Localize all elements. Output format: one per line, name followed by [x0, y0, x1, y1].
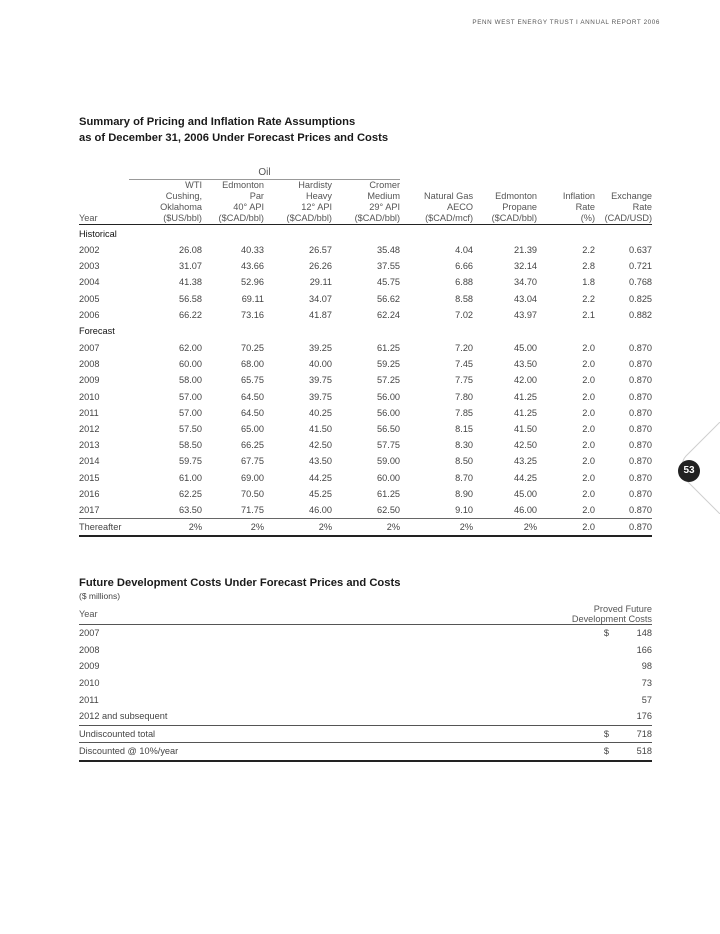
section-historical-label: Historical: [79, 228, 117, 239]
table-cell: 60.00: [179, 359, 202, 370]
table-cell: 42.00: [514, 375, 538, 386]
table-cell: 2.1: [582, 309, 596, 320]
table2-label: 2012 and subsequent: [79, 711, 168, 722]
table-cell: 2%: [332, 519, 400, 537]
oil-group-row: [79, 163, 652, 180]
table-cell: 66.22: [179, 309, 202, 320]
table-cell: 40.00: [309, 359, 332, 370]
table-cell: 2003: [79, 261, 100, 272]
table-cell: 7.75: [455, 375, 474, 386]
table-cell: 66.25: [241, 440, 264, 451]
column-header-line: (%): [580, 213, 596, 223]
table-cell: 7.80: [455, 391, 474, 402]
table-cell: 43.50: [514, 359, 538, 370]
table-row: [79, 340, 652, 356]
table-cell: 62.24: [377, 309, 401, 320]
table-cell: 1.8: [582, 277, 596, 288]
table-cell: 2.0: [582, 375, 596, 386]
table-cell: 46.00: [514, 504, 538, 515]
column-header: [595, 180, 652, 225]
table-cell: 0.882: [629, 309, 653, 320]
column-header-line: Rate: [632, 202, 653, 212]
report-header: PENN WEST ENERGY TRUST I ANNUAL REPORT 2006: [472, 19, 660, 26]
table2-value: 718: [609, 725, 652, 743]
table-cell: 70.50: [241, 488, 264, 499]
table-cell: 8.58: [455, 293, 474, 304]
table-cell: 56.58: [179, 293, 202, 304]
table-cell: 62.50: [377, 504, 401, 515]
table-cell: 2007: [79, 343, 100, 354]
table-cell: 2.2: [582, 293, 596, 304]
table-row: [79, 274, 652, 290]
column-header-line: Edmonton: [495, 191, 538, 201]
column-header: [400, 180, 473, 225]
table-cell: 43.25: [514, 456, 538, 467]
table2-label: 2010: [79, 678, 100, 689]
oil-group-label: Oil: [129, 163, 400, 180]
table-cell: 7.20: [455, 343, 474, 354]
column-header: [129, 180, 202, 225]
table-cell: 41.50: [309, 423, 332, 434]
table2-row: [79, 658, 652, 675]
table-cell: 7.85: [455, 407, 474, 418]
table-cell: 0.870: [629, 440, 653, 451]
column-header-line: ($CAD/bbl): [354, 213, 401, 223]
table2-label: 2009: [79, 661, 100, 672]
table2-value: 98: [641, 661, 653, 672]
table-cell: 2004: [79, 277, 100, 288]
table-cell: 42.50: [514, 440, 538, 451]
column-header-row: [79, 180, 652, 225]
table2-currency: [539, 642, 609, 659]
table-cell: 58.50: [179, 440, 202, 451]
table-cell: 37.55: [377, 261, 401, 272]
table-row: [79, 258, 652, 274]
table-cell: 0.870: [629, 472, 653, 483]
column-header-line: Heavy: [305, 191, 332, 201]
table-cell: 73.16: [241, 309, 264, 320]
table-cell: 2.0: [582, 472, 596, 483]
column-header-line: ($CAD/bbl): [491, 213, 538, 223]
table-row: [79, 437, 652, 453]
table-cell: 0.870: [629, 391, 653, 402]
table-cell: 39.75: [309, 391, 332, 402]
table-cell: 21.39: [514, 245, 538, 256]
table-cell: 2%: [264, 519, 332, 537]
table-cell: 69.00: [241, 472, 264, 483]
table-cell: 7.02: [455, 309, 474, 320]
table-cell: 45.00: [514, 488, 538, 499]
table-cell: 43.66: [241, 261, 264, 272]
table-cell: 8.50: [455, 456, 474, 467]
table-cell: 2%: [202, 519, 264, 537]
table-cell: 41.87: [309, 309, 332, 320]
table-cell: 41.25: [514, 407, 538, 418]
table-cell: 35.48: [377, 245, 401, 256]
table-cell: 57.25: [377, 375, 401, 386]
table2-title: Future Development Costs Under Forecast Prices and Costs: [79, 577, 401, 589]
table-cell: 2.0: [537, 519, 595, 537]
table-cell: 60.00: [377, 472, 401, 483]
table-cell: 65.00: [241, 423, 264, 434]
table-cell: 6.88: [455, 277, 474, 288]
table-cell: 2.0: [582, 423, 596, 434]
table-row: [79, 469, 652, 485]
table-cell: 46.00: [309, 504, 332, 515]
table-cell: 70.25: [241, 343, 264, 354]
table-cell: 57.75: [377, 440, 401, 451]
table-cell: 2014: [79, 456, 100, 467]
table-cell: 39.75: [309, 375, 332, 386]
table-cell: 0.870: [595, 519, 652, 537]
table-cell: 62.25: [179, 488, 202, 499]
table-cell: 2.0: [582, 343, 596, 354]
table-cell: 31.07: [179, 261, 202, 272]
table-cell: 6.66: [455, 261, 474, 272]
column-header-line: ($US/bbl): [163, 213, 202, 223]
table-cell: 64.50: [241, 407, 264, 418]
table-row: [79, 405, 652, 421]
section-forecast: [79, 323, 652, 340]
column-header: [332, 180, 400, 225]
table-cell: 43.04: [514, 293, 538, 304]
table2-value: 57: [641, 694, 653, 705]
table-cell: 63.50: [179, 504, 202, 515]
table2-row: [79, 625, 652, 642]
table-cell: 58.00: [179, 375, 202, 386]
table-cell: 57.00: [179, 391, 202, 402]
table-cell: 0.637: [629, 245, 653, 256]
table-cell: 45.75: [377, 277, 401, 288]
table2-label: 2007: [79, 628, 100, 639]
table-cell: 40.33: [241, 245, 264, 256]
column-header: [79, 180, 129, 225]
table-cell: 61.25: [377, 488, 401, 499]
table-cell: 0.870: [629, 456, 653, 467]
table-cell: 2008: [79, 359, 100, 370]
table-cell: 44.25: [309, 472, 332, 483]
column-header: [473, 180, 537, 225]
column-header-line: Medium: [367, 191, 401, 201]
pricing-table: [79, 163, 652, 537]
column-header-line: Cromer: [369, 180, 401, 190]
table-cell: 0.870: [629, 343, 653, 354]
table2-subtitle: ($ millions): [79, 591, 121, 601]
column-header-line: Natural Gas: [424, 191, 474, 201]
table-cell: 56.50: [377, 423, 401, 434]
table-row: [79, 519, 652, 537]
table-cell: 2%: [473, 519, 537, 537]
table-row: [79, 453, 652, 469]
table2-currency: [539, 708, 609, 725]
table-row: [79, 291, 652, 307]
column-header-line: WTI: [185, 180, 202, 190]
table2-col-year: Year: [79, 604, 539, 625]
column-header-line: ($CAD/bbl): [286, 213, 332, 223]
table-cell: 2.8: [582, 261, 596, 272]
table-cell: 0.825: [629, 293, 653, 304]
header-spacer: [79, 163, 129, 180]
table-cell: 0.870: [629, 375, 653, 386]
column-header-line: Edmonton: [222, 180, 264, 190]
table2-header-row: [79, 604, 652, 625]
table2-value: 148: [636, 628, 653, 639]
table-cell: 41.38: [179, 277, 202, 288]
table-row: [79, 372, 652, 388]
table-cell: 34.70: [514, 277, 538, 288]
table-cell: 8.90: [455, 488, 474, 499]
column-header-line: 40° API: [233, 202, 264, 212]
table-cell: 41.25: [514, 391, 538, 402]
table-row: [79, 242, 652, 258]
table-cell: 8.70: [455, 472, 474, 483]
table-cell: 41.50: [514, 423, 538, 434]
table-row: [79, 356, 652, 372]
table-cell: 26.08: [179, 245, 202, 256]
table-cell: 56.62: [377, 293, 401, 304]
table-cell: 69.11: [241, 293, 264, 304]
column-header-line: Rate: [575, 202, 596, 212]
table-cell: 43.50: [309, 456, 332, 467]
table1-title-line1: Summary of Pricing and Inflation Rate Assumptions: [79, 116, 356, 128]
table-cell: 67.75: [241, 456, 264, 467]
table-cell: 61.25: [377, 343, 401, 354]
table-cell: 2013: [79, 440, 100, 451]
table-cell: 39.25: [309, 343, 332, 354]
table-cell: 2%: [129, 519, 202, 537]
table-cell: 2.0: [582, 440, 596, 451]
table-cell: 45.00: [514, 343, 538, 354]
table2-currency: [539, 658, 609, 675]
column-header-line: Propane: [502, 202, 538, 212]
table-cell: 57.00: [179, 407, 202, 418]
section-historical: [79, 225, 652, 243]
table-row: [79, 307, 652, 323]
table-cell: 2.0: [582, 456, 596, 467]
table-cell: 8.30: [455, 440, 474, 451]
table-row: [79, 389, 652, 405]
column-header: [537, 180, 595, 225]
table-cell: 26.57: [309, 245, 332, 256]
column-header-line: 12° API: [301, 202, 332, 212]
table-cell: 57.50: [179, 423, 202, 434]
column-header-line: Hardisty: [298, 180, 332, 190]
table-cell: 2002: [79, 245, 100, 256]
table-cell: 59.00: [377, 456, 401, 467]
table-cell: 4.04: [455, 245, 474, 256]
table-cell: 0.870: [629, 407, 653, 418]
table-cell: 2.0: [582, 391, 596, 402]
table-cell: 56.00: [377, 407, 401, 418]
table2-value: 73: [641, 678, 653, 689]
table-row: [79, 502, 652, 519]
development-costs-table: [79, 604, 652, 762]
table-cell: 0.870: [629, 423, 653, 434]
table2-value: 166: [636, 644, 653, 655]
column-header-line: Cushing,: [165, 191, 202, 201]
table-cell: 62.00: [179, 343, 202, 354]
table-cell: 0.870: [629, 504, 653, 515]
table2-row: [79, 642, 652, 659]
table-cell: 59.25: [377, 359, 401, 370]
table2-label: Undiscounted total: [79, 725, 539, 743]
column-header-line: (CAD/USD): [604, 213, 653, 223]
table-cell: 2.0: [582, 504, 596, 515]
column-header-line: ($CAD/bbl): [218, 213, 264, 223]
table-cell: 2.2: [582, 245, 596, 256]
table1-title-line2: as of December 31, 2006 Under Forecast Prices and Costs: [79, 132, 389, 144]
column-header-line: AECO: [447, 202, 474, 212]
table2-currency: $: [539, 725, 609, 743]
table-cell: 34.07: [309, 293, 332, 304]
column-header-line: Exchange: [611, 191, 653, 201]
column-header-line: Oklahoma: [160, 202, 202, 212]
table-cell: 2012: [79, 423, 100, 434]
table-cell: 2011: [79, 407, 99, 418]
column-header-line: Inflation: [562, 191, 596, 201]
table-cell: 0.768: [629, 277, 653, 288]
table-cell: 2006: [79, 309, 100, 320]
table-row: [79, 486, 652, 502]
column-header-line: Par: [249, 191, 264, 201]
table2-row: [79, 691, 652, 708]
table-cell: 32.14: [514, 261, 538, 272]
table-cell: 68.00: [241, 359, 264, 370]
table-cell: 2010: [79, 391, 100, 402]
section-forecast-label: Forecast: [79, 326, 115, 337]
table2-row: [79, 708, 652, 725]
table-cell: 7.45: [455, 359, 474, 370]
table2-label: Discounted @ 10%/year: [79, 743, 539, 761]
table2-row: [79, 725, 652, 743]
table-cell: 2%: [400, 519, 473, 537]
table-cell: 42.50: [309, 440, 332, 451]
page-number: 53: [678, 460, 700, 482]
table-cell: 44.25: [514, 472, 538, 483]
column-header: [202, 180, 264, 225]
table2-currency: [539, 691, 609, 708]
table-cell: 59.75: [179, 456, 202, 467]
table-cell: 2.0: [582, 488, 596, 499]
table2-row: [79, 743, 652, 761]
column-header-line: ($CAD/mcf): [425, 213, 474, 223]
table-cell: 43.97: [514, 309, 538, 320]
table-cell: 65.75: [241, 375, 264, 386]
table2-currency: [539, 675, 609, 692]
table2-currency: $: [603, 628, 609, 639]
table-cell: 9.10: [455, 504, 474, 515]
table-cell: 2005: [79, 293, 100, 304]
table-cell: 56.00: [377, 391, 401, 402]
table2-row: [79, 675, 652, 692]
table-cell: 29.11: [309, 277, 332, 288]
table-cell: 40.25: [309, 407, 332, 418]
column-header-line: Year: [79, 213, 98, 223]
table-cell: 64.50: [241, 391, 264, 402]
table-row: [79, 421, 652, 437]
table-cell: 2016: [79, 488, 100, 499]
table2-label: 2011: [79, 694, 99, 705]
table-cell: 0.870: [629, 488, 653, 499]
table2-value: 176: [636, 711, 653, 722]
table2-col-value: Proved Future Development Costs: [539, 604, 652, 625]
table2-currency: $: [539, 743, 609, 761]
table2-label: 2008: [79, 644, 100, 655]
table-cell: 2.0: [582, 359, 596, 370]
table-cell: 2017: [79, 504, 100, 515]
table-cell: 61.00: [179, 472, 202, 483]
column-header: [264, 180, 332, 225]
table-cell: 45.25: [309, 488, 332, 499]
table-cell: 0.721: [629, 261, 653, 272]
table-cell: 26.26: [309, 261, 332, 272]
table2-value: 518: [609, 743, 652, 761]
table-cell: 2015: [79, 472, 100, 483]
table-cell: 2009: [79, 375, 100, 386]
table-cell: 71.75: [241, 504, 264, 515]
table-cell: 2.0: [582, 407, 596, 418]
table-cell: 0.870: [629, 359, 653, 370]
header-spacer: [400, 163, 652, 180]
table-cell: 8.15: [455, 423, 474, 434]
column-header-line: 29° API: [369, 202, 401, 212]
table-cell: Thereafter: [79, 519, 129, 537]
table-cell: 52.96: [241, 277, 264, 288]
